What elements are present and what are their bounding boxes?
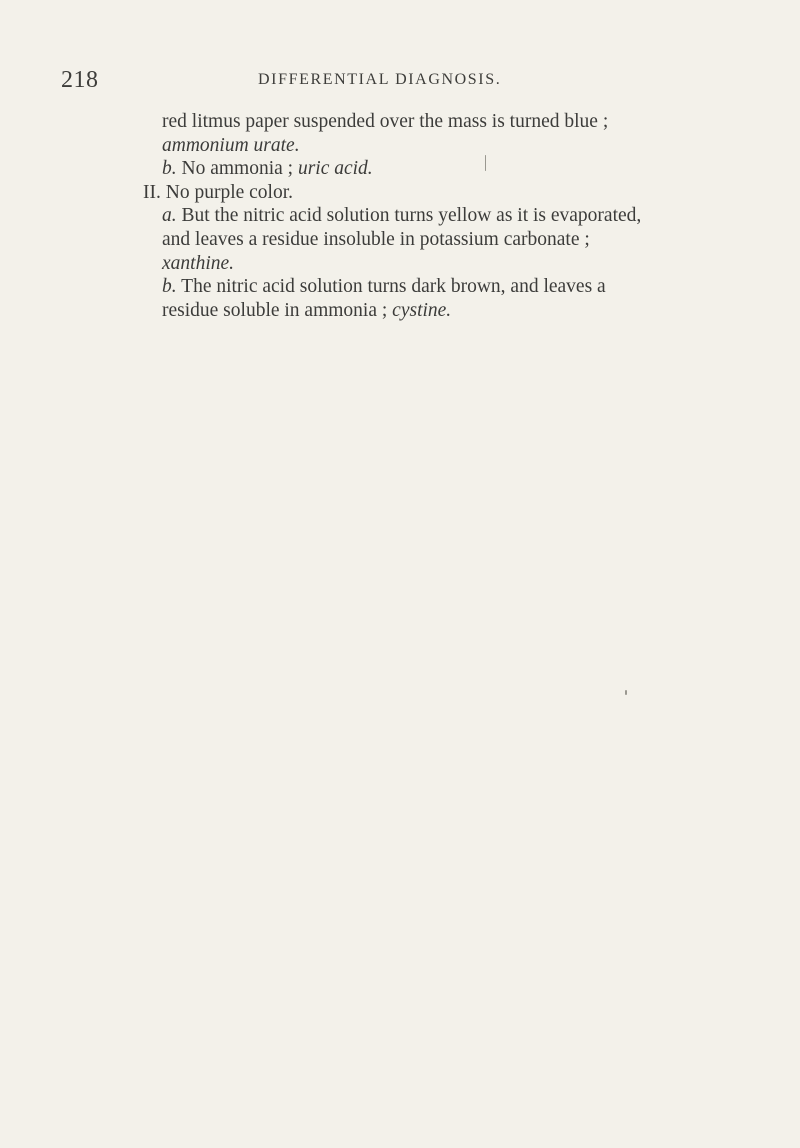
list-item-a xyxy=(105,204,725,228)
paper-speck xyxy=(485,155,486,171)
continuation-line xyxy=(105,134,725,158)
item-label: a. xyxy=(162,205,177,227)
result-ammonium-urate: ammonium urate. xyxy=(162,134,300,156)
continuation-text: residue soluble in ammonia ; xyxy=(162,299,388,321)
item-label: II. xyxy=(143,181,161,203)
continuation-line xyxy=(105,228,725,252)
continuation-text: and leaves a residue insoluble in potassium carbonate ; xyxy=(162,228,590,250)
list-item-II xyxy=(105,181,725,205)
item-label: b. xyxy=(162,276,177,298)
item-text: No ammonia ; xyxy=(181,158,294,180)
continuation-line xyxy=(105,252,725,276)
item-text: The nitric acid solution turns dark brown, and leaves a xyxy=(181,276,606,298)
list-item-b xyxy=(105,157,725,181)
continuation-line xyxy=(105,299,725,323)
result-cystine: cystine. xyxy=(392,299,452,321)
item-text: But the nitric acid solution turns yellow as it is evaporated, xyxy=(181,205,642,227)
item-text: No purple color. xyxy=(165,181,294,203)
page-number: 218 xyxy=(61,67,99,93)
result-uric-acid: uric acid. xyxy=(297,158,373,180)
item-label: b. xyxy=(162,158,177,180)
running-head: DIFFERENTIAL DIAGNOSIS. xyxy=(258,71,502,88)
body-text xyxy=(105,110,725,322)
continuation-line xyxy=(105,110,725,134)
paper-speck xyxy=(625,690,627,695)
result-xanthine: xanthine. xyxy=(162,252,235,274)
continuation-text: red litmus paper suspended over the mass is turned blue ; xyxy=(162,111,609,132)
list-item-b xyxy=(105,275,725,299)
